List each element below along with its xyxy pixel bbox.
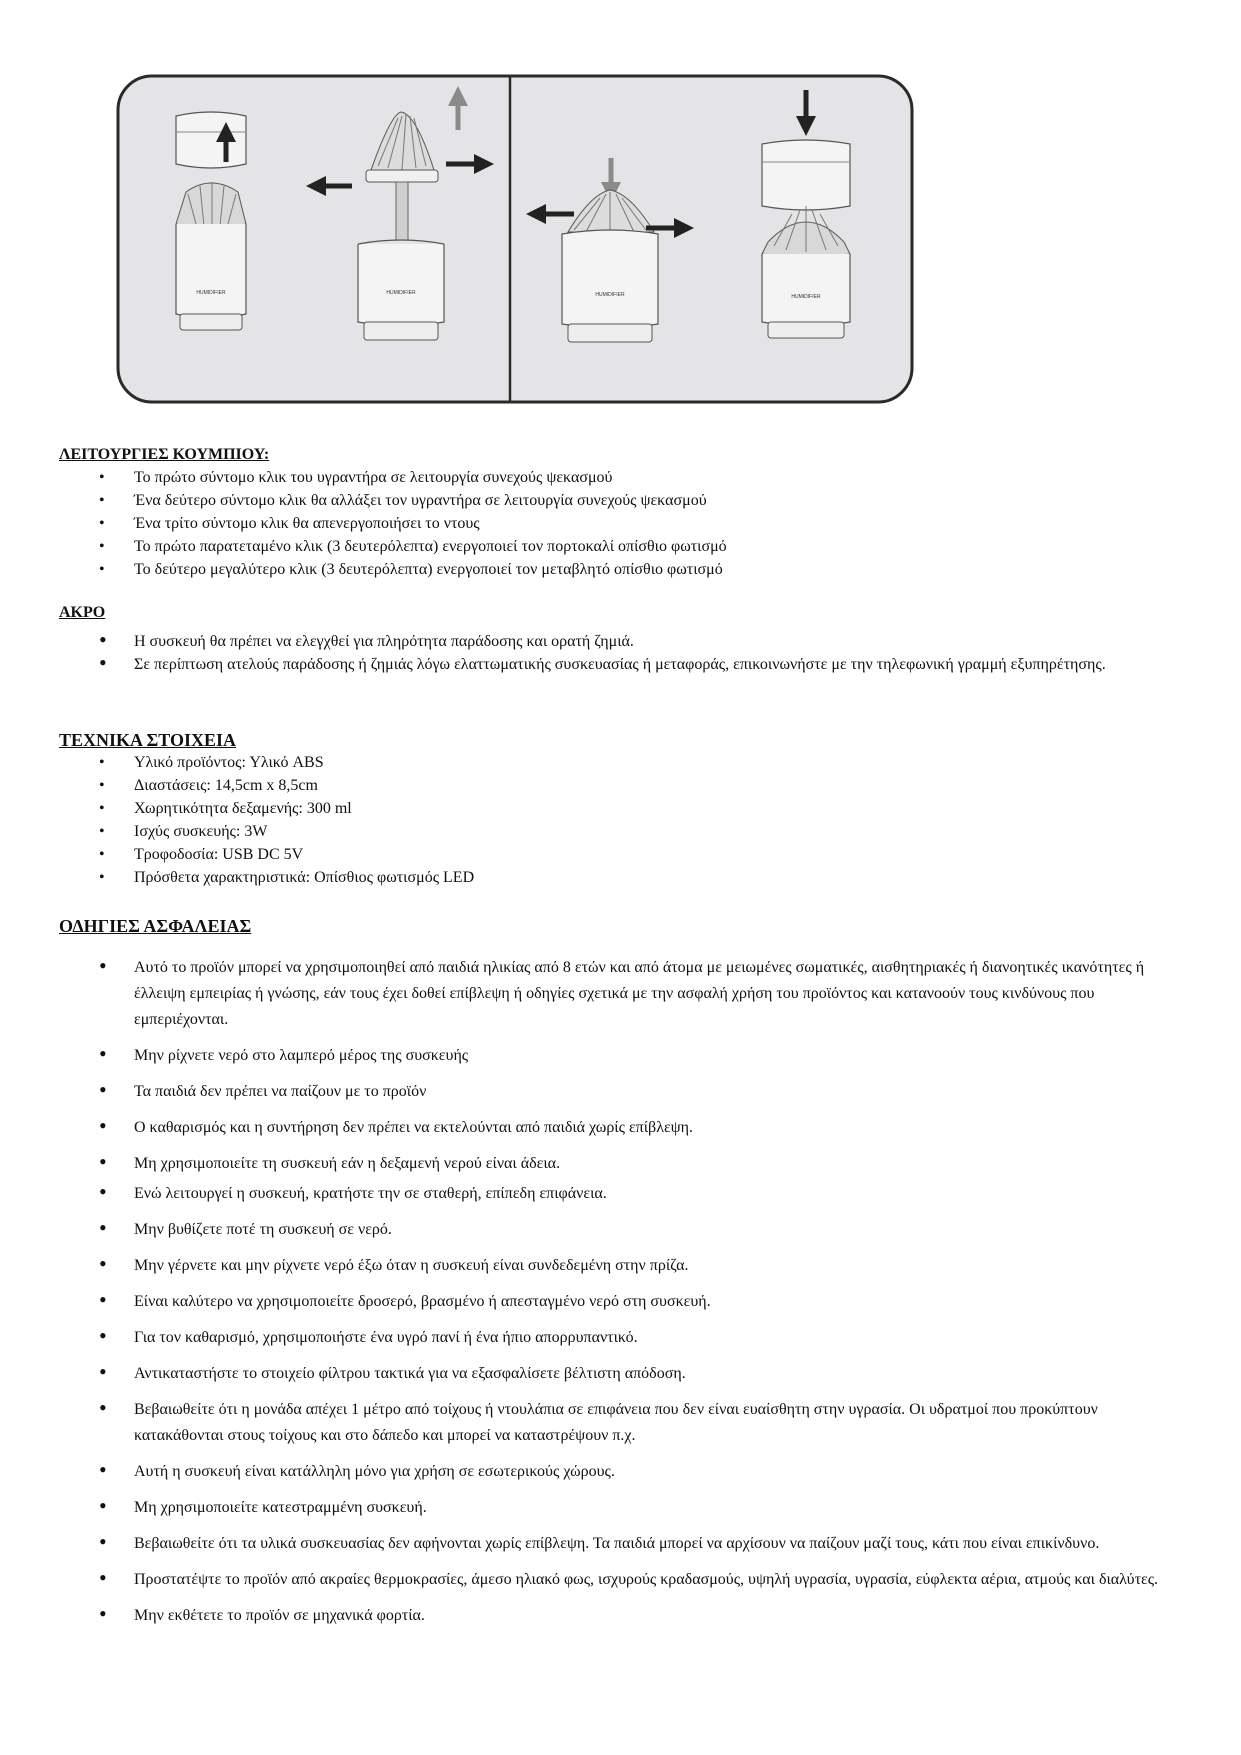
list-item: • Υλικό προϊόντος: Υλικό ABS (59, 751, 1189, 774)
list-item: • Το πρώτο σύντομο κλικ του υγραντήρα σε λειτουργία συνεχούς ψεκασμού (59, 466, 1189, 489)
list-item: • Βεβαιωθείτε ότι τα υλικά συσκευασίας δεν αφήνονται χωρίς επίβλεψη. Τα παιδιά μπορεί να αρχίσουν να παίζουν μαζί τους, κάτι που είναι επικίνδυνο. (59, 1531, 1189, 1557)
section-title: ΑΚΡΟ (59, 604, 106, 621)
device-lid-removal (176, 112, 246, 330)
akro-list (59, 630, 1189, 676)
list-item: • Αυτή η συσκευή είναι κατάλληλη μόνο για χρήση σε εσωτερικούς χώρους. (59, 1459, 1189, 1485)
list-item: • Τα παιδιά δεν πρέπει να παίζουν με το προϊόν (59, 1079, 1189, 1105)
section-akro (59, 604, 1189, 676)
device-label: HUMIDIFIER (595, 292, 625, 298)
section-technical-data (59, 730, 1189, 889)
list-item: • Μην γέρνετε και μην ρίχνετε νερό έξω όταν η συσκευή είναι συνδεδεμένη στην πρίζα. (59, 1253, 1189, 1279)
list-item: • Είναι καλύτερο να χρησιμοποιείτε δροσερό, βρασμένο ή απεσταγμένο νερό στη συσκευή. (59, 1289, 1189, 1315)
list-item: • Διαστάσεις: 14,5cm x 8,5cm (59, 774, 1189, 797)
list-item: • Μην βυθίζετε ποτέ τη συσκευή σε νερό. (59, 1217, 1189, 1243)
list-item: • Ισχύς συσκευής: 3W (59, 820, 1189, 843)
assembly-illustration (116, 74, 914, 404)
safety-list (59, 955, 1189, 1629)
section-title: ΛΕΙΤΟΥΡΓΙΕΣ ΚΟΥΜΠΙΟΥ: (59, 446, 270, 463)
list-item: • Η συσκευή θα πρέπει να ελεγχθεί για πληρότητα παράδοσης και ορατή ζημιά. (59, 630, 1189, 653)
device-label: HUMIDIFIER (386, 290, 416, 296)
list-item: • Το πρώτο παρατεταμένο κλικ (3 δευτερόλεπτα) ενεργοποιεί τον πορτοκαλί οπίσθιο φωτισμό (59, 535, 1189, 558)
list-item: • Μην εκθέτετε το προϊόν σε μηχανικά φορτία. (59, 1603, 1189, 1629)
list-item: • Τροφοδοσία: USB DC 5V (59, 843, 1189, 866)
list-item: • Πρόσθετα χαρακτηριστικά: Οπίσθιος φωτισμός LED (59, 866, 1189, 889)
section-title: ΟΔΗΓΙΕΣ ΑΣΦΑΛΕΙΑΣ (59, 916, 252, 936)
device-label: HUMIDIFIER (791, 294, 821, 300)
technical-data-list (59, 751, 1189, 889)
section-button-functions (59, 446, 1189, 581)
section-safety-instructions (59, 916, 1189, 1639)
device-label: HUMIDIFIER (196, 290, 226, 296)
list-item: • Προστατέψτε το προϊόν από ακραίες θερμοκρασίες, άμεσο ηλιακό φως, ισχυρούς κραδασμούς, υψηλή υγρασία, υγρασία, εύφλεκτα αέρια, ατμούς και διαλύτες. (59, 1567, 1189, 1593)
list-item: • Ενώ λειτουργεί η συσκευή, κρατήστε την σε σταθερή, επίπεδη επιφάνεια. (59, 1181, 1189, 1207)
list-item: • Μη χρησιμοποιείτε κατεστραμμένη συσκευή. (59, 1495, 1189, 1521)
list-item: • Ο καθαρισμός και η συντήρηση δεν πρέπει να εκτελούνται από παιδιά χωρίς επίβλεψη. (59, 1115, 1189, 1141)
list-item: • Μη χρησιμοποιείτε τη συσκευή εάν η δεξαμενή νερού είναι άδεια. (59, 1151, 1189, 1177)
list-item: • Ένα τρίτο σύντομο κλικ θα απενεργοποιήσει το ντους (59, 512, 1189, 535)
section-title: ΤΕΧΝΙΚΑ ΣΤΟΙΧΕΙΑ (59, 730, 236, 750)
list-item: • Σε περίπτωση ατελούς παράδοσης ή ζημιάς λόγω ελαττωματικής συσκευασίας ή μεταφοράς, επικοινωνήστε με την τηλεφωνική γραμμή εξυπηρέτησης. (59, 653, 1189, 676)
list-item: • Για τον καθαρισμό, χρησιμοποιήστε ένα υγρό πανί ή ένα ήπιο απορρυπαντικό. (59, 1325, 1189, 1351)
list-item: • Αυτό το προϊόν μπορεί να χρησιμοποιηθεί από παιδιά ηλικίας από 8 ετών και από άτομα με μειωμένες σωματικές, αισθητηριακές ή διανοητικές ικανότητες ή έλλειψη εμπειρίας ή γνώσης, εάν τους έχει δοθεί επίβλεψη ή οδηγίες σχετικά με την ασφαλή χρήση του προϊόντος και κατανοούν τους κινδύνους που εμπεριέχονται. (59, 955, 1189, 1033)
button-functions-list (59, 466, 1189, 581)
list-item: • Μην ρίχνετε νερό στο λαμπερό μέρος της συσκευής (59, 1043, 1189, 1069)
list-item: • Το δεύτερο μεγαλύτερο κλικ (3 δευτερόλεπτα) ενεργοποιεί τον μεταβλητό οπίσθιο φωτισμό (59, 558, 1189, 581)
list-item: • Βεβαιωθείτε ότι η μονάδα απέχει 1 μέτρο από τοίχους ή ντουλάπια σε επιφάνεια που δεν είναι ευαίσθητη στην υγρασία. Οι υδρατμοί που προκύπτουν κατακάθονται στους τοίχους και στο δάπεδο και μπορεί να καταστρέψουν π.χ. (59, 1397, 1189, 1449)
list-item: • Χωρητικότητα δεξαμενής: 300 ml (59, 797, 1189, 820)
list-item: • Ένα δεύτερο σύντομο κλικ θα αλλάξει τον υγραντήρα σε λειτουργία συνεχούς ψεκασμού (59, 489, 1189, 512)
list-item: • Αντικαταστήστε το στοιχείο φίλτρου τακτικά για να εξασφαλίσετε βέλτιστη απόδοση. (59, 1361, 1189, 1387)
